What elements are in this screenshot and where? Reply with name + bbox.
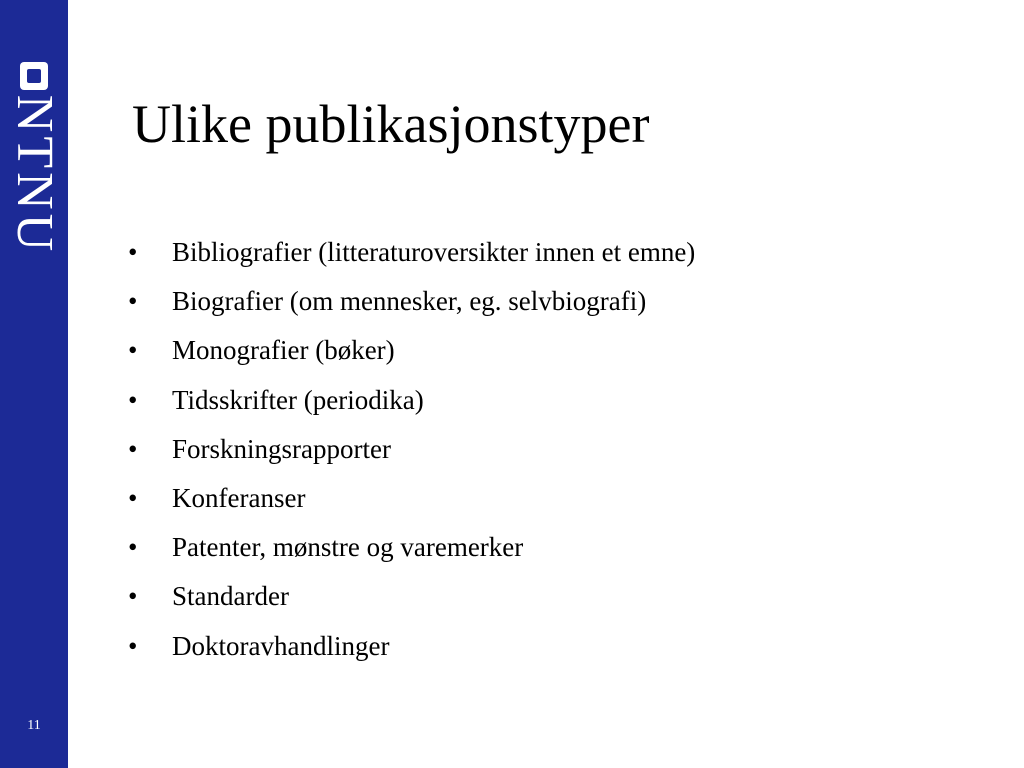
bullet-item: [126, 474, 695, 523]
bullet-list: [126, 228, 695, 671]
bullet-item: [126, 376, 695, 425]
bullet-dot-icon: •: [128, 335, 138, 366]
bullet-dot-icon: •: [128, 581, 138, 612]
sidebar: [0, 0, 68, 768]
bullet-dot-icon: •: [128, 433, 138, 464]
bullet-text: Monografier (bøker): [172, 335, 395, 366]
bullet-text: Standarder: [172, 581, 289, 612]
bullet-item: [126, 425, 695, 474]
bullet-dot-icon: •: [128, 286, 138, 317]
ntnu-square-logo-icon: [20, 62, 48, 90]
bullet-item: [126, 326, 695, 375]
bullet-dot-icon: •: [128, 384, 138, 415]
slide-title: Ulike publikasjonstyper: [132, 94, 650, 154]
bullet-dot-icon: •: [128, 237, 138, 268]
bullet-item: [126, 228, 695, 277]
bullet-text: Tidsskrifter (periodika): [172, 384, 424, 415]
bullet-dot-icon: •: [128, 532, 138, 563]
bullet-dot-icon: •: [128, 483, 138, 514]
bullet-item: [126, 523, 695, 572]
bullet-dot-icon: •: [128, 630, 138, 661]
bullet-item: [126, 572, 695, 621]
bullet-text: Forskningsrapporter: [172, 433, 391, 464]
ntnu-logo-text: NTNU: [6, 94, 63, 256]
bullet-text: Bibliografier (litteraturoversikter innen et emne): [172, 237, 696, 268]
bullet-text: Patenter, mønstre og varemerker: [172, 532, 524, 563]
page-number: 11: [27, 718, 41, 733]
bullet-item: [126, 277, 695, 326]
bullet-item: [126, 622, 695, 671]
bullet-text: Doktoravhandlinger: [172, 630, 390, 661]
bullet-text: Konferanser: [172, 483, 306, 514]
bullet-text: Biografier (om mennesker, eg. selvbiografi): [172, 286, 647, 317]
